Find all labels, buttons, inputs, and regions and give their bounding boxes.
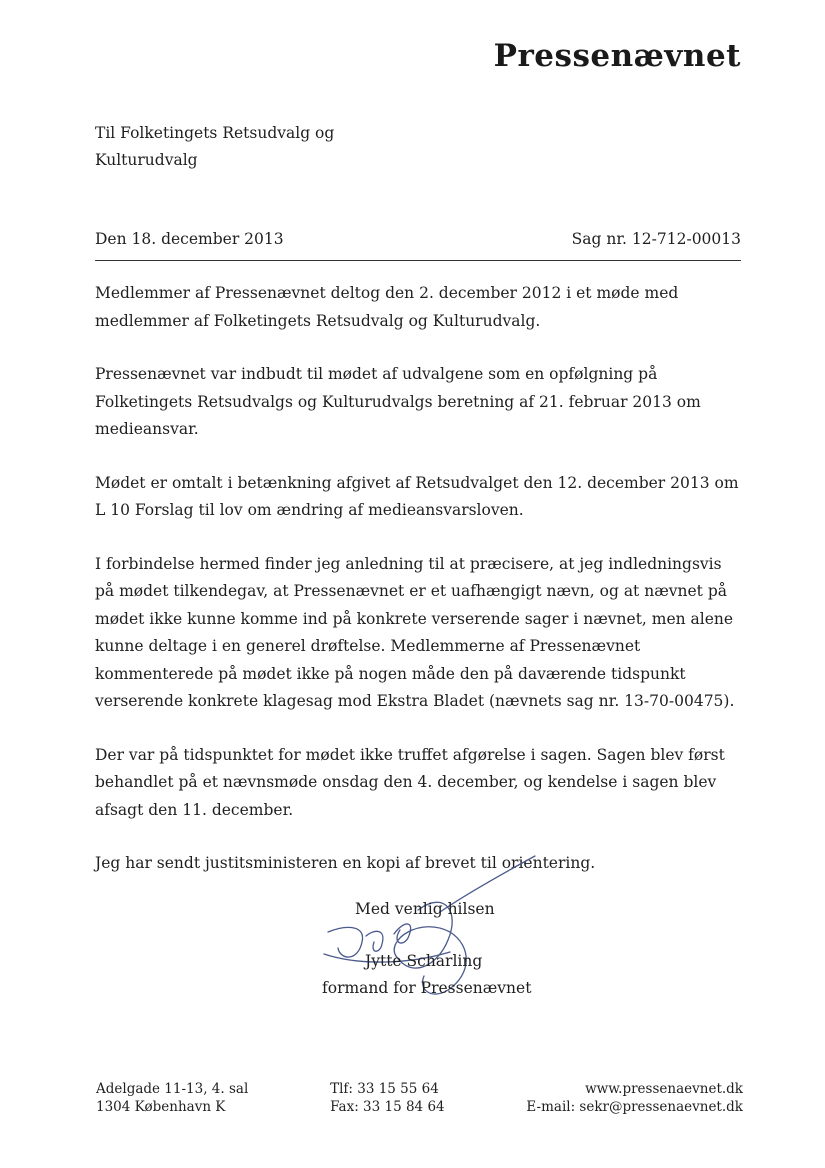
header-divider bbox=[95, 260, 741, 261]
body-paragraph: Der var på tidspunktet for mødet ikke truffet afgørelse i sagen. Sagen blev først behandlet på et nævnsmøde onsdag den 4. december, og kendelse i sagen blev afsagt den 11. december. bbox=[95, 745, 725, 819]
body-paragraph: Mødet er omtalt i betænkning afgivet af Retsudvalget den 12. december 2013 om L 10 Forslag til lov om ændring af medieansvarsloven. bbox=[95, 473, 739, 519]
letter-meta bbox=[95, 228, 741, 250]
addressee-line-1: Til Folketingets Retsudvalg og bbox=[95, 124, 335, 142]
body-paragraph: Pressenævnet var indbudt til mødet af udvalgene som en opfølgning på Folketingets Retsudvalgs og Kulturudvalgs beretning af 21. februar 2013 om medieansvar. bbox=[95, 365, 701, 438]
body-paragraph: I forbindelse hermed finder jeg anledning til at præcisere, at jeg indledningsvis på mødet tilkendegav, at Pressenævnet er et uafhængigt nævn, og at nævnet på mødet ikke kunne komme ind på konkrete verserende sager i nævnet, men alene kunne deltage i en generel drøftelse. Medlemmerne af Pressenævnet kommenterede på mødet ikke på nogen måde den på daværende tidspunkt verserende konkrete klagesag mod Ekstra Bladet (nævnets sag nr. 13-70-00475). bbox=[95, 554, 735, 710]
footer-address bbox=[96, 1080, 248, 1116]
signer-title: formand for Pressenævnet bbox=[322, 979, 532, 997]
letter-body bbox=[95, 280, 745, 904]
addressee-line-2: Kulturudvalg bbox=[95, 151, 198, 169]
footer-phone: Tlf: 33 15 55 64 bbox=[330, 1081, 439, 1097]
closing-greeting: Med venlig hilsen bbox=[355, 900, 495, 918]
footer-address-line-2: 1304 København K bbox=[96, 1099, 226, 1115]
signer-name: Jytte Scharling bbox=[365, 952, 483, 970]
footer-address-line-1: Adelgade 11-13, 4. sal bbox=[96, 1081, 249, 1097]
addressee-block bbox=[95, 120, 334, 174]
letterhead-logo: Pressenævnet bbox=[493, 38, 741, 74]
body-paragraph: Medlemmer af Pressenævnet deltog den 2. december 2012 i et møde med medlemmer af Folketingets Retsudvalg og Kulturudvalg. bbox=[95, 284, 679, 330]
closing-block bbox=[322, 896, 531, 1002]
footer-contact bbox=[526, 1080, 743, 1116]
footer-phone-fax bbox=[330, 1080, 445, 1116]
letter-footer bbox=[96, 1080, 743, 1116]
footer-fax: Fax: 33 15 84 64 bbox=[330, 1099, 445, 1115]
body-paragraph: Jeg har sendt justitsministeren en kopi af brevet til orientering. bbox=[95, 854, 596, 872]
footer-website-link[interactable]: www.pressenaevnet.dk bbox=[585, 1081, 743, 1097]
letter-date: Den 18. december 2013 bbox=[95, 230, 284, 248]
footer-email-link[interactable]: E-mail: sekr@pressenaevnet.dk bbox=[526, 1099, 743, 1115]
case-number: Sag nr. 12-712-00013 bbox=[571, 230, 741, 248]
